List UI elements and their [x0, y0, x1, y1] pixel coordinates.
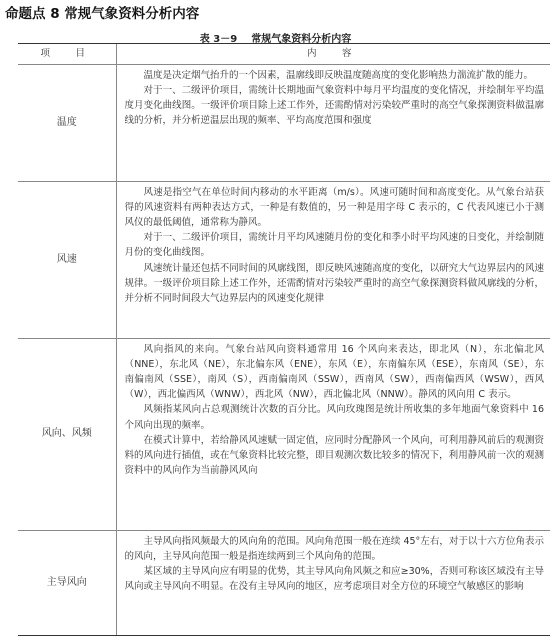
content-paragraph: 风向指风的来向。气象台站风向资料通常用 16 个风向来表达，即北风（N），东北偏北风（NNE），东北风（NE），东北偏东风（ENE），东风（E），东南偏东风（ESE），东南风（SE），东南偏南风（SSE），南风（S），西南偏南风（SSW），西南风（SW），西南偏西风（WSW），西风（W），西北偏西风（WNW），西北风（NW），西北偏北风（NNW）。静风的风向用 C 表示。 — [124, 343, 544, 401]
row-item-label: 风向、风频 — [18, 338, 116, 530]
column-header-item: 项 目 — [18, 44, 116, 64]
content-paragraph: 风速是指空气在单位时间内移动的水平距离（m/s）。风速可随时间和高度变化。从气象台站获得的风速资料有两种表达方式，一种是有数值的，另一种是用字母 C 表示的，C 代表风速已小于测风仪的最低阈值，通常称为静风。 — [124, 186, 544, 228]
table-header-row — [18, 44, 550, 64]
row-content — [116, 64, 550, 181]
content-table-frame — [18, 43, 550, 636]
table-row-wind-speed — [18, 181, 550, 338]
content-paragraph: 风速统计量还包括不同时间的风廓线图，即反映风速随高度的变化，以研究大气边界层内的风速规律。一级评价项目除上述工作外，还需酌情对污染较严重时的高空气象探测资料做风廓线的分析，并分析不同时间段大气边界层内的风速变化规律 — [124, 262, 544, 304]
table-row-wind-direction-frequency — [18, 338, 550, 530]
content-paragraph: 某区域的主导风向应有明显的优势，其主导风向角风频之和应≥30%，否则可称该区域没有主导风向或主导风向不明显。在没有主导风向的地区，应考虑项目对全方位的环境空气敏感区的影响 — [124, 565, 544, 593]
row-item-label: 主导风向 — [18, 530, 116, 635]
content-paragraph: 风频指某风向占总观测统计次数的百分比。风向玫瑰图是统计所收集的多年地面气象资料中 16 个风向出现的频率。 — [124, 404, 544, 431]
content-paragraph: 温度是决定烟气抬升的一个因素，温廓线即反映温度随高度的变化影响热力湍流扩散的能力。 — [143, 69, 534, 81]
table-row-dominant-wind-direction — [18, 530, 550, 635]
content-paragraph: 在模式计算中，若给静风风速赋一固定值，应同时分配静风一个风向，可利用静风前后的观测资料的风向进行插值，或在气象资料比较完整，即目观测次数比较多的情况下，利用静风前一次的观测资料中的风向作为当前静风风向 — [124, 434, 544, 477]
row-content — [116, 530, 550, 635]
table-row-temperature — [18, 64, 550, 181]
row-content — [116, 181, 550, 338]
table-title: 常规气象资料分析内容 — [251, 34, 352, 45]
row-item-label: 风速 — [18, 181, 116, 338]
content-paragraph: 主导风向指风频最大的风向角的范围。风向角范围一般在连续 45°左右，对于以十六方位角表示的风向，主导风向范围一般是指连续两到三个风向角的范围。 — [124, 535, 544, 562]
row-item-label: 温度 — [18, 64, 116, 181]
table-number: 表 3－9 — [199, 34, 238, 45]
content-paragraph: 对于一、二级评价项目，需统计长期地面气象资料中每月平均温度的变化情况，并绘制年平均温度月变化曲线图。一级评价项目除上述工作外，还需酌情对污染较严重时的高空气象探测资料做温廓线的分析，并分析逆温层出现的频率、平均高度范围和强度 — [124, 84, 544, 127]
content-paragraph: 对于一、二级评价项目，需统计月平均风速随月份的变化和季小时平均风速的日变化，并绘制随月份的变化曲线图。 — [124, 232, 544, 259]
section-heading: 命题点 8 常规气象资料分析内容 — [5, 6, 200, 22]
column-header-content: 内 容 — [116, 44, 550, 64]
row-content — [116, 338, 550, 530]
weather-data-analysis-table — [18, 44, 550, 635]
